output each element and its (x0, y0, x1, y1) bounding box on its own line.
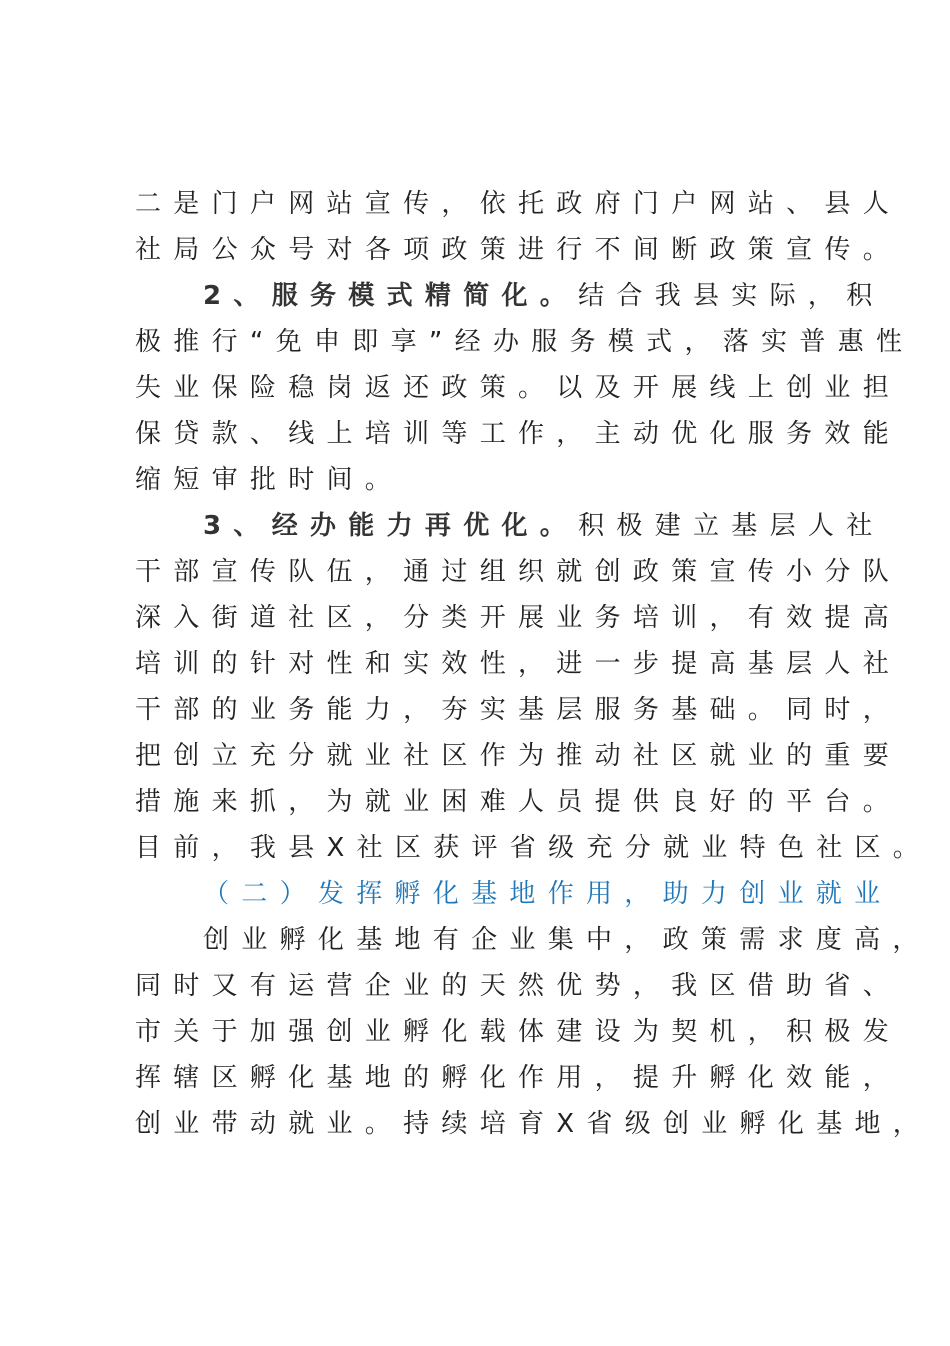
body-line (0, 322, 950, 362)
body-line (0, 414, 950, 454)
body-line (0, 920, 950, 960)
line-text: 市关于加强创业孵化载体建设为契机，积极发 (135, 1017, 902, 1047)
line-text: 缩短审批时间。 (135, 465, 404, 495)
line-text: 创业孵化基地有企业集中，政策需求度高， (203, 925, 931, 955)
body-line (0, 736, 950, 776)
section-lead-line (0, 506, 950, 546)
body-line (0, 1012, 950, 1052)
body-line (0, 1104, 950, 1144)
subsection-title: 2、服务模式精简化。 (203, 281, 579, 311)
line-text: 干部宣传队伍，通过组织就创政策宣传小分队 (135, 557, 902, 587)
body-line (0, 184, 950, 224)
body-line (0, 828, 950, 868)
body-line (0, 644, 950, 684)
line-text: 干部的业务能力，夯实基层服务基础。同时， (135, 695, 902, 725)
section-lead-line (0, 276, 950, 316)
body-line (0, 966, 950, 1006)
line-text: 同时又有运营企业的天然优势，我区借助省、 (135, 971, 902, 1001)
line-text: 结合我县实际，积 (578, 281, 885, 311)
line-text: 措施来抓，为就业困难人员提供良好的平台。 (135, 787, 902, 817)
line-text: 积极建立基层人社 (578, 511, 885, 541)
body-line (0, 690, 950, 730)
body-line (0, 230, 950, 270)
line-text: 目前，我县X社区获评省级充分就业特色社区。 (135, 833, 932, 863)
body-line (0, 782, 950, 822)
subsection-title: 3、经办能力再优化。 (203, 511, 579, 541)
line-text: 保贷款、线上培训等工作，主动优化服务效能 (135, 419, 902, 449)
line-text: 挥辖区孵化基地的孵化作用，提升孵化效能， (135, 1063, 902, 1093)
body-line (0, 1058, 950, 1098)
line-text: 培训的针对性和实效性，进一步提高基层人社 (135, 649, 902, 679)
section-heading: （二）发挥孵化基地作用，助力创业就业 (203, 879, 893, 909)
body-line (0, 598, 950, 638)
line-text: 深入街道社区，分类开展业务培训，有效提高 (135, 603, 902, 633)
line-text: 创业带动就业。持续培育X省级创业孵化基地， (135, 1109, 932, 1139)
section-heading-line (0, 874, 950, 914)
line-text: 社局公众号对各项政策进行不间断政策宣传。 (135, 235, 902, 265)
line-text: 二是门户网站宣传，依托政府门户网站、县人 (135, 189, 902, 219)
line-text: 失业保险稳岗返还政策。以及开展线上创业担 (135, 373, 902, 403)
line-text: 极推行“免申即享”经办服务模式，落实普惠性 (135, 327, 915, 357)
body-line (0, 552, 950, 592)
body-line (0, 460, 950, 500)
line-text: 把创立充分就业社区作为推动社区就业的重要 (135, 741, 902, 771)
body-line (0, 368, 950, 408)
